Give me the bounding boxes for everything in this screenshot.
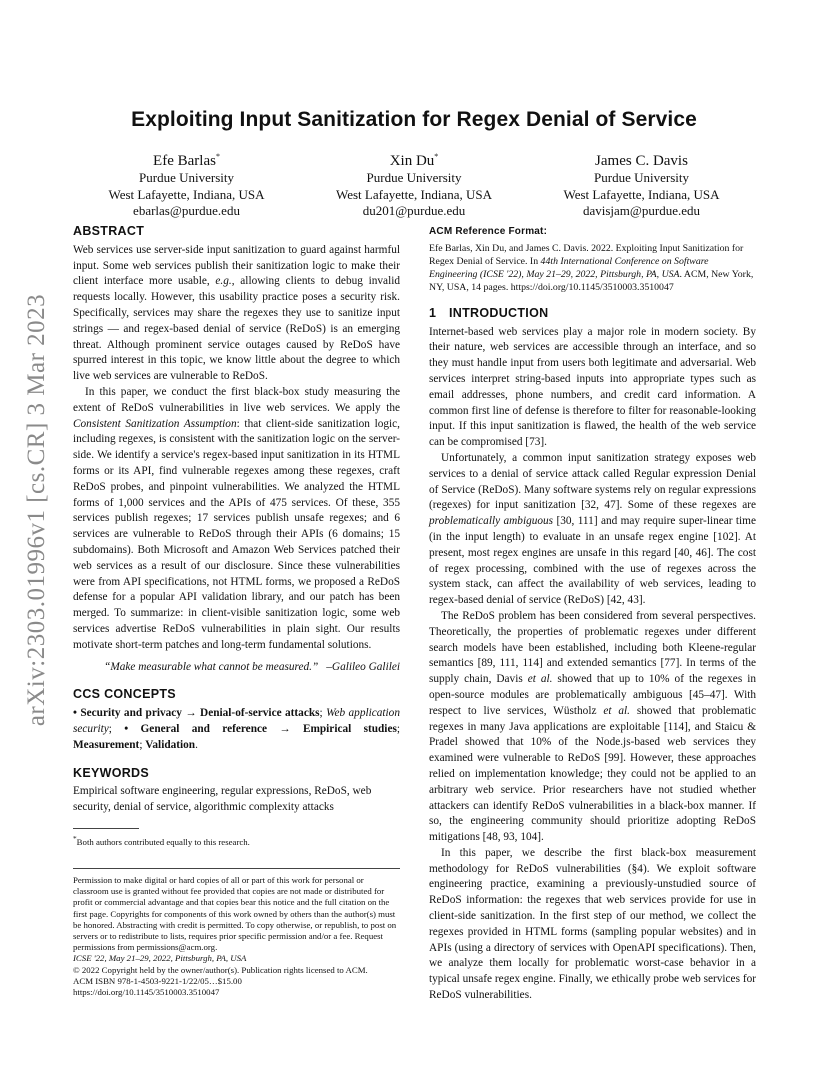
permission-text: Permission to make digital or hard copies of all or part of this work for personal or classroom use is granted without fee provided that copies are not made or distributed for profit or commercial advantage and that copies bear this notice and the full citation on the first page. Copyrights for components of this work owned by others than the author(s) must be honored. Abstracting with credit is permitted. To copy otherwise, or republish, to post on servers or to redistribute to lists, requires prior specific permission and/or a fee. Request permissions from permissions@acm.org. — [73, 875, 397, 953]
abstract-heading: ABSTRACT — [73, 224, 145, 238]
author-location: West Lafayette, Indiana, USA — [563, 186, 720, 202]
copyright-notice: © 2022 Copyright held by the owner/author(s). Publication rights licensed to ACM. — [73, 964, 368, 975]
section-title: INTRODUCTION — [449, 305, 549, 320]
epigraph — [73, 660, 400, 676]
author-3 — [528, 148, 755, 220]
intro-paragraph-2: Unfortunately, a common input sanitization strategy exposes web services to a denial of service attack called Regular expression Denial of Service (ReDoS). Many software systems rely on regular expressions (regexes) for input sanitization [32, 47]. Some of these regexes are problematically ambiguous [30, 111] and may require super-linear time (in the input length) to evaluate in an unsafe regex engine [102]. At present, most regex engines are unsafe in this regard [40, 46]. The cost of regex processing, combined with the use of regexes across the system stack, can affect the availability of web services, leading to regex-based denial of service (ReDoS) [42, 43]. — [429, 451, 756, 607]
ccs-section — [73, 687, 400, 753]
ccs-text: • Security and privacy → Denial-of-service attacks; Web application security; • General and reference → Empirical studies; Measurement; Validation. — [73, 707, 401, 751]
author-affiliation: Purdue University — [594, 170, 689, 185]
author-name: Efe Barlas — [153, 153, 216, 169]
permission-block — [73, 875, 400, 998]
acm-reference-format — [429, 224, 756, 294]
intro-paragraph-4: In this paper, we describe the first black-box measurement methodology for ReDoS vulnerabilities (§4). We exploit software engineering practice, examining a previously-unstudied source of ReDoS information: the regexes that web services provide for use in client-side sanitization. In the first step of our method, we collect the regexes provided in HTML forms (sampling popular websites) and in APIs (using a directory of services with OpenAPI specifications). Then, we analyze them locally for problematic worst-case behavior in a typical unsafe regex engine. Finally, we ethically probe web services for ReDoS vulnerabilities. — [429, 846, 756, 1002]
doi-link[interactable]: https://doi.org/10.1145/3510003.3510047 — [73, 987, 220, 998]
keywords-section — [73, 766, 400, 816]
author-email: davisjam@purdue.edu — [582, 203, 701, 218]
equal-contribution-mark: * — [434, 152, 439, 161]
author-location: West Lafayette, Indiana, USA — [336, 186, 492, 202]
equal-contribution-mark: * — [215, 152, 220, 161]
conference-venue: ICSE '22, May 21–29, 2022, Pittsburgh, PA, USA — [73, 953, 247, 964]
introduction-section — [429, 306, 756, 1004]
abstract-paragraph-1: Web services use server-side input sanitization to guard against harmful input. Some web services publish their sanitization logic to make their client interface more usable, e.g., allowing clients to debug invalid requests locally. However, this usability practice poses a security risk. Specifically, services may share the regexes they use to sanitize input strings — and regex-based denial of service (ReDoS) is an emerging threat. Although prominent service outages caused by ReDoS have spurred interest in this topic, we know little about the degree to which live web services are vulnerable to ReDoS. — [73, 243, 400, 383]
intro-paragraph-3: The ReDoS problem has been considered from several perspectives. Theoretically, the properties of problematic regexes under different search models have been established, including both Kleene-regular semantics [89, 111, 114] and extended semantics [77]. In terms of the supply chain, Davis et al. showed that up to 10% of the regexes in open-source modules are problematically ambiguous [45–47]. With respect to live services, Wüstholz et al. showed that problematic regexes in many Java applications are exploitable [114], and Staicu & Pradel showed that 10% of the Node.js-based web services they examined were vulnerable to ReDoS [99]. However, these approaches relied on implementation knowledge; they could not be applied to an arbitrary web service. Prior researchers have not studied whether attackers can identify ReDoS vulnerabilities in a black-box manner. If so, the engineering community should prioritize adopting ReDoS mitigations [48, 93, 104]. — [429, 609, 756, 844]
right-column — [429, 224, 756, 1004]
abstract-section — [73, 224, 400, 675]
acm-reference-heading: ACM Reference Format: — [429, 226, 548, 237]
introduction-heading — [429, 306, 756, 322]
keywords-text: Empirical software engineering, regular expressions, ReDoS, web security, denial of service, algorithmic complexity attacks — [73, 785, 372, 814]
left-column — [73, 224, 400, 998]
author-name: James C. Davis — [595, 153, 688, 169]
section-number: 1 — [429, 305, 437, 320]
abstract-paragraph-2: In this paper, we conduct the first black-box study measuring the extent of ReDoS vulnerabilities in live web services. We apply the Consistent Sanitization Assumption: that client-side sanitization logic, including regexes, is consistent with the sanitization logic on the server-side. We identify a service's regex-based input sanitization in its HTML forms or its API, find vulnerable regexes among these regexes, craft ReDoS probes, and pinpoint vulnerabilities. We analyzed the HTML forms of 1,000 services and the APIs of 475 services. Of these, 355 services publish regexes; 17 services publish unsafe regexes; and 6 services are vulnerable to ReDoS through their APIs (6 domains; 15 subdomains). Both Microsoft and Amazon Web Services patched their web services as a result of our disclosure. Since these vulnerabilities were from API specifications, not HTML forms, we proposed a ReDoS defense for a popular API validation library, and our patch has been merged. To summarize: in client-visible sanitization logic, some web services advertise ReDoS vulnerabilities in plain sight. Our results motivate short-term patches and long-term fundamental solutions. — [73, 385, 400, 651]
quote-author: –Galileo Galilei — [326, 660, 400, 673]
paper-title: Exploiting Input Sanitization for Regex Denial of Service — [131, 108, 697, 131]
acm-reference-text: Efe Barlas, Xin Du, and James C. Davis. 2022. Exploiting Input Sanitization for Regex Denial of Service. In 44th International Conference on Software Engineering (ICSE '22), May 21–29, 2022, Pittsburgh, PA, USA. ACM, New York, NY, USA, 14 pages. https://doi.org/10.1145/3510003.3510047 — [429, 242, 754, 293]
author-1 — [73, 148, 300, 220]
author-name: Xin Du — [389, 153, 435, 169]
footnote-text: Both authors contributed equally to this research. — [76, 836, 250, 847]
arxiv-id: arXiv:2303.01996v1 [cs.CR] 3 Mar 2023 — [23, 293, 50, 727]
author-email: ebarlas@purdue.edu — [133, 203, 240, 218]
author-location: West Lafayette, Indiana, USA — [108, 186, 265, 202]
author-2 — [301, 148, 528, 220]
keywords-heading: KEYWORDS — [73, 765, 150, 780]
intro-paragraph-1: Internet-based web services play a major role in modern society. By their nature, web services are accessible through an interface, and so they must handle input from users both legitimate and adversarial. Web services interpret string-based inputs into appropriate types such as email addresses, phone numbers, and credit card information. A common first line of defense is therefore to filter for reasonable-looking input. If this input sanitization is flawed, the health of the web service can be compromised [73]. — [429, 325, 756, 449]
footnote-rule — [73, 828, 139, 829]
permission-rule — [73, 868, 400, 869]
author-block — [73, 148, 755, 220]
quote-text: “Make measurable what cannot be measured.” — [104, 660, 319, 673]
footnote — [73, 833, 400, 848]
ccs-heading: CCS CONCEPTS — [73, 687, 176, 702]
author-affiliation: Purdue University — [366, 170, 462, 185]
isbn: ACM ISBN 978-1-4503-9221-1/22/05…$15.00 — [73, 975, 242, 986]
arxiv-watermark — [17, 290, 57, 730]
author-email: du201@purdue.edu — [362, 203, 466, 218]
footnote-mark: * — [73, 833, 77, 843]
author-affiliation: Purdue University — [139, 170, 234, 185]
